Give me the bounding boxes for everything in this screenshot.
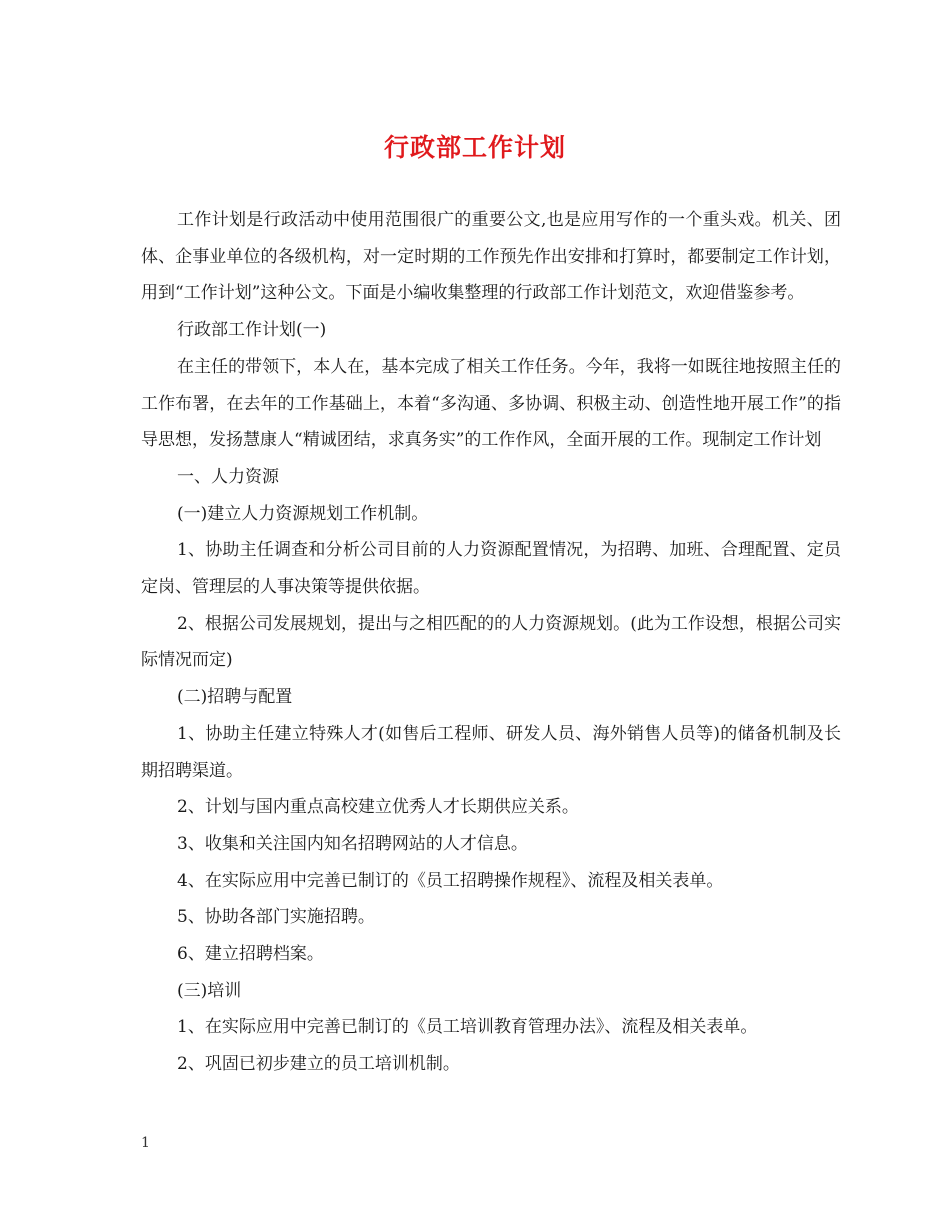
document-title: 行政部工作计划 (383, 133, 566, 162)
list-item: 2、根据公司发展规划，提出与之相匹配的的人力资源规划。(此为工作设想，根据公司实际情况而定) (141, 613, 841, 671)
paragraph-plan-heading: 行政部工作计划(一) (177, 320, 327, 341)
subsection-heading-training: (三)培训 (177, 980, 242, 1001)
list-item: 2、巩固已初步建立的员工培训机制。 (177, 1054, 460, 1075)
list-item: 1、协助主任建立特殊人才(如售后工程师、研发人员、海外销售人员等)的储备机制及长期招聘渠道。 (141, 723, 841, 781)
section-heading-hr: 一、人力资源 (177, 466, 279, 487)
document-body (141, 202, 841, 1083)
list-item: 1、在实际应用中完善已制订的《员工培训教育管理办法》、流程及相关表单。 (177, 1017, 758, 1038)
subsection-heading-recruiting: (二)招聘与配置 (177, 687, 293, 708)
list-item: 1、协助主任调查和分析公司目前的人力资源配置情况，为招聘、加班、合理配置、定员定岗、管理层的人事决策等提供依据。 (141, 540, 841, 598)
list-item: 5、协助各部门实施招聘。 (177, 907, 375, 928)
paragraph-overview: 在主任的带领下，本人在，基本完成了相关工作任务。今年，我将一如既往地按照主任的工作布署，在去年的工作基础上，本着“多沟通、多协调、积极主动、创造性地开展工作”的指导思想，发扬慧康人“精诚团结，求真务实”的工作作风，全面开展的工作。现制定工作计划 (141, 356, 841, 451)
list-item: 2、计划与国内重点高校建立优秀人才长期供应关系。 (177, 797, 579, 818)
list-item: 4、在实际应用中完善已制订的《员工招聘操作规程》、流程及相关表单。 (177, 870, 724, 891)
list-item: 3、收集和关注国内知名招聘网站的人才信息。 (177, 833, 528, 854)
paragraph-intro: 工作计划是行政活动中使用范围很广的重要公文,也是应用写作的一个重头戏。机关、团体、企事业单位的各级机构，对一定时期的工作预先作出安排和打算时，都要制定工作计划，用到“工作计划”这种公文。下面是小编收集整理的行政部工作计划范文，欢迎借鉴参考。 (141, 210, 841, 304)
subsection-heading-planning: (一)建立人力资源规划工作机制。 (177, 503, 429, 524)
list-item: 6、建立招聘档案。 (177, 944, 324, 965)
page-number: 1 (141, 1135, 150, 1151)
